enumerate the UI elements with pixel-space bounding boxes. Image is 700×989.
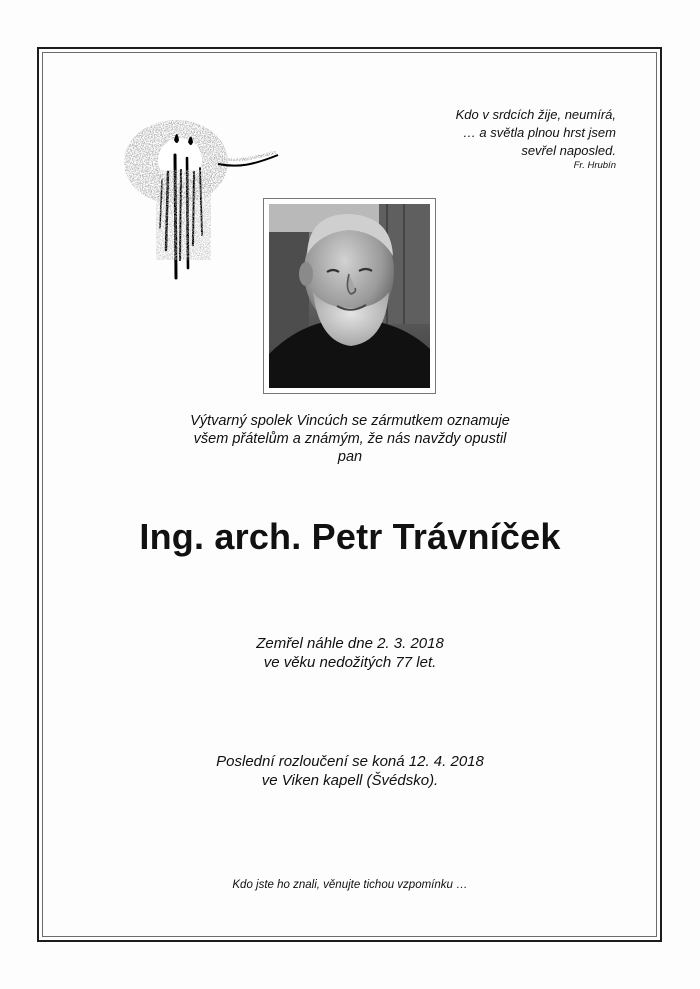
- funeral-line: ve Viken kapell (Švédsko).: [261, 772, 439, 789]
- announcement-line: Výtvarný spolek Vincúch se zármutkem oznamuje: [190, 413, 510, 429]
- deceased-name: Ing. arch. Petr Trávníček: [139, 516, 561, 557]
- quote-author: Fr. Hrubín: [573, 160, 616, 171]
- death-line: ve věku nedožitých 77 let.: [263, 654, 437, 671]
- announcement-line: všem přátelům a známým, že nás navždy opustil: [193, 431, 507, 447]
- quote-line: sevřel naposled.: [521, 143, 616, 158]
- quote-line: … a světla plnou hrst jsem: [462, 125, 616, 140]
- quote-line: Kdo v srdcích žije, neumírá,: [455, 107, 616, 122]
- announcement-text: [0, 412, 700, 466]
- funeral-info: [0, 752, 700, 790]
- portrait-photo: [269, 204, 430, 388]
- death-line: Zemřel náhle dne 2. 3. 2018: [256, 635, 444, 652]
- epigraph-quote: [356, 106, 616, 172]
- death-info: [0, 634, 700, 672]
- portrait-photo-frame: [263, 198, 436, 394]
- funeral-line: Poslední rozloučení se koná 12. 4. 2018: [216, 753, 484, 770]
- announcement-line: pan: [337, 449, 363, 465]
- closing-line: Kdo jste ho znali, věnujte tichou vzpomínku …: [232, 879, 468, 891]
